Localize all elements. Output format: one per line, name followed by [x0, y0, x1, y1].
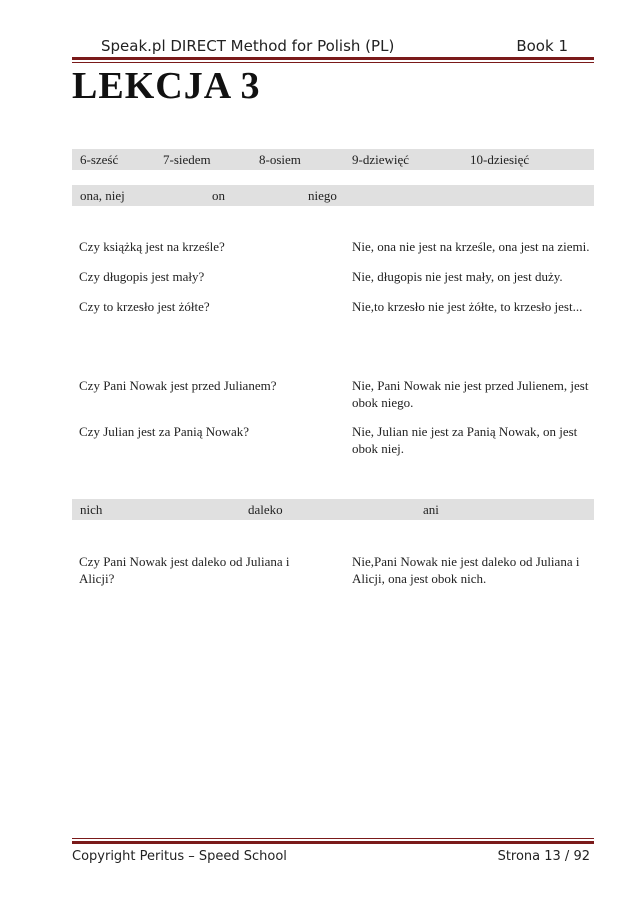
lesson-title: LEKCJA 3 — [72, 65, 261, 107]
numbers-band — [72, 149, 594, 170]
pronoun-on: on — [212, 188, 225, 203]
number-8: 8-osiem — [259, 152, 301, 167]
pronoun-niego: niego — [308, 188, 337, 203]
vocab-band — [72, 499, 594, 520]
answer-2: Nie, długopis nie jest mały, on jest duży. — [352, 269, 563, 284]
answer-1: Nie, ona nie jest na krześle, ona jest na ziemi. — [352, 239, 590, 254]
question-4: Czy Pani Nowak jest przed Julianem? — [79, 378, 277, 393]
page-header — [101, 37, 568, 57]
question-5: Czy Julian jest za Panią Nowak? — [79, 424, 250, 439]
number-9: 9-dziewięć — [352, 152, 410, 167]
question-6: Czy Pani Nowak jest daleko od Juliana i Alicji? — [79, 554, 290, 586]
answer-4: Nie, Pani Nowak nie jest przed Julienem, jest obok niego. — [352, 378, 589, 410]
question-3: Czy to krzesło jest żółte? — [79, 299, 210, 314]
number-6: 6-sześć — [80, 152, 119, 167]
footer-page-number: Strona 13 / 92 — [497, 849, 590, 864]
number-7: 7-siedem — [163, 152, 211, 167]
question-2: Czy długopis jest mały? — [79, 269, 205, 284]
footer-rule-thin — [72, 838, 594, 839]
answer-6: Nie,Pani Nowak nie jest daleko od Juliana i Alicji, ona jest obok nich. — [352, 554, 580, 586]
number-10: 10-dziesięć — [470, 152, 530, 167]
answer-3: Nie,to krzesło nie jest żółte, to krzesło jest... — [352, 299, 583, 314]
vocab-daleko: daleko — [248, 502, 283, 517]
vocab-ani: ani — [423, 502, 439, 517]
footer-rule-thick — [72, 841, 594, 844]
answer-5: Nie, Julian nie jest za Panią Nowak, on jest obok niej. — [352, 424, 578, 456]
vocab-nich: nich — [80, 502, 103, 517]
pronoun-ona: ona, niej — [80, 188, 125, 203]
question-1: Czy książką jest na krześle? — [79, 239, 225, 254]
header-rule-thick — [72, 57, 594, 60]
header-rule-thin — [72, 62, 594, 63]
header-book: Book 1 — [516, 37, 568, 55]
header-title: Speak.pl DIRECT Method for Polish (PL) — [101, 37, 395, 55]
pronouns-band — [72, 185, 594, 206]
footer-copyright: Copyright Peritus – Speed School — [72, 849, 287, 864]
